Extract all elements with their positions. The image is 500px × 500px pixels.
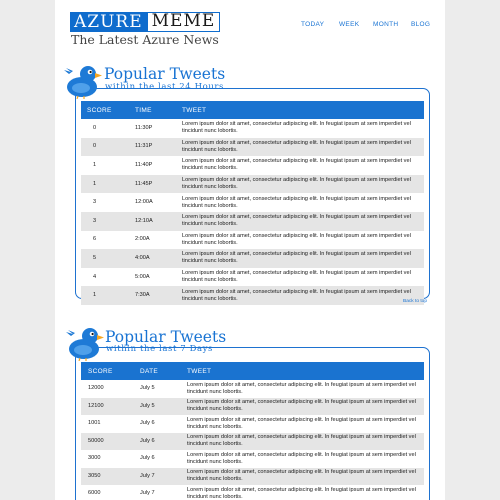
table-row bbox=[81, 485, 424, 500]
cell-tweet: Lorem ipsum dolor sit amet, consectetur adipiscing elit. In feugiat ipsum at sem imperdiet vel tincidunt nunc lobortis. bbox=[187, 486, 416, 500]
cell-score: 12100 bbox=[81, 398, 140, 416]
table-row bbox=[81, 380, 424, 398]
cell-time: 2:00A bbox=[135, 236, 150, 243]
cell-score: 3 bbox=[93, 199, 97, 206]
table-header-row bbox=[81, 362, 424, 380]
table-row bbox=[81, 450, 424, 468]
cell-tweet: Lorem ipsum dolor sit amet, consectetur adipiscing elit. In feugiat ipsum at sem imperdiet vel tincidunt nunc lobortis. bbox=[182, 158, 411, 172]
cell-time: July 5 bbox=[140, 398, 187, 416]
cell-score: 3 bbox=[81, 212, 135, 231]
cell-tweet: Lorem ipsum dolor sit amet, consectetur adipiscing elit. In feugiat ipsum at sem imperdiet vel tincidunt nunc lobortis. bbox=[182, 232, 411, 246]
cell-score: 6000 bbox=[88, 490, 101, 497]
logo-azure: AZURE bbox=[70, 12, 147, 32]
site-tagline: The Latest Azure News bbox=[71, 32, 219, 47]
cell-score: 3050 bbox=[81, 468, 140, 486]
cell-tweet: Lorem ipsum dolor sit amet, consectetur adipiscing elit. In feugiat ipsum at sem imperdiet vel tincidunt nunc lobortis. bbox=[182, 286, 424, 305]
cell-time: 11:40P bbox=[135, 161, 153, 168]
cell-score: 0 bbox=[81, 138, 135, 157]
cell-time: July 7 bbox=[140, 468, 187, 486]
section2-table bbox=[81, 362, 424, 500]
table-row bbox=[81, 156, 424, 175]
table-row bbox=[81, 433, 424, 451]
cell-score: 4 bbox=[93, 273, 97, 280]
cell-tweet: Lorem ipsum dolor sit amet, consectetur adipiscing elit. In feugiat ipsum at sem imperdiet vel tincidunt nunc lobortis. bbox=[182, 121, 411, 135]
cell-tweet: Lorem ipsum dolor sit amet, consectetur adipiscing elit. In feugiat ipsum at sem imperdiet vel tincidunt nunc lobortis. bbox=[182, 195, 411, 209]
cell-score: 50000 bbox=[81, 433, 140, 451]
col-tweet[interactable]: TWEET bbox=[187, 362, 424, 380]
bird-icon bbox=[62, 61, 102, 99]
cell-time: July 6 bbox=[140, 455, 155, 462]
cell-tweet: Lorem ipsum dolor sit amet, consectetur adipiscing elit. In feugiat ipsum at sem imperdiet vel tincidunt nunc lobortis. bbox=[187, 433, 424, 451]
col-time[interactable]: TIME bbox=[135, 101, 182, 119]
table-row bbox=[81, 231, 424, 250]
cell-tweet: Lorem ipsum dolor sit amet, consectetur adipiscing elit. In feugiat ipsum at sem imperdiet vel tincidunt nunc lobortis. bbox=[187, 416, 416, 430]
table-row bbox=[81, 212, 424, 231]
back-to-top-link[interactable]: Back to top bbox=[403, 299, 427, 304]
nav-today[interactable]: TODAY bbox=[301, 21, 325, 28]
nav-blog[interactable]: BLOG bbox=[411, 21, 431, 28]
col-tweet[interactable]: TWEET bbox=[182, 101, 424, 119]
cell-time: 12:10A bbox=[135, 212, 182, 231]
cell-score: 5 bbox=[81, 249, 135, 268]
table-row bbox=[81, 175, 424, 194]
cell-score: 1001 bbox=[88, 420, 101, 427]
table-row bbox=[81, 249, 424, 268]
section1-table bbox=[81, 101, 424, 305]
table-row bbox=[81, 398, 424, 416]
cell-score: 1 bbox=[93, 161, 97, 168]
table-header-row bbox=[81, 101, 424, 119]
cell-score: 6 bbox=[93, 236, 97, 243]
nav-week[interactable]: WEEK bbox=[339, 21, 360, 28]
col-score[interactable]: SCORE bbox=[81, 362, 140, 380]
cell-tweet: Lorem ipsum dolor sit amet, consectetur adipiscing elit. In feugiat ipsum at sem imperdiet vel tincidunt nunc lobortis. bbox=[182, 175, 424, 194]
cell-time: 4:00A bbox=[135, 249, 182, 268]
cell-time: 11:31P bbox=[135, 138, 182, 157]
cell-score: 12000 bbox=[88, 385, 104, 392]
bird-icon bbox=[64, 323, 104, 361]
cell-tweet: Lorem ipsum dolor sit amet, consectetur adipiscing elit. In feugiat ipsum at sem imperdiet vel tincidunt nunc lobortis. bbox=[187, 381, 416, 395]
cell-time: 11:30P bbox=[135, 124, 153, 131]
cell-score: 3000 bbox=[88, 455, 101, 462]
cell-tweet: Lorem ipsum dolor sit amet, consectetur adipiscing elit. In feugiat ipsum at sem imperdiet vel tincidunt nunc lobortis. bbox=[187, 451, 416, 465]
cell-time: July 5 bbox=[140, 385, 155, 392]
section2-title: Popular Tweets bbox=[105, 328, 227, 346]
cell-time: 5:00A bbox=[135, 273, 150, 280]
cell-score: 0 bbox=[93, 124, 97, 131]
cell-time: July 6 bbox=[140, 433, 187, 451]
cell-tweet: Lorem ipsum dolor sit amet, consectetur adipiscing elit. In feugiat ipsum at sem imperdiet vel tincidunt nunc lobortis. bbox=[187, 468, 424, 486]
table-row bbox=[81, 415, 424, 433]
nav-month[interactable]: MONTH bbox=[373, 21, 399, 28]
cell-tweet: Lorem ipsum dolor sit amet, consectetur adipiscing elit. In feugiat ipsum at sem imperdiet vel tincidunt nunc lobortis. bbox=[182, 249, 424, 268]
table-row bbox=[81, 119, 424, 138]
cell-time: 11:45P bbox=[135, 175, 182, 194]
cell-tweet: Lorem ipsum dolor sit amet, consectetur adipiscing elit. In feugiat ipsum at sem imperdiet vel tincidunt nunc lobortis. bbox=[182, 212, 424, 231]
section2-subtitle: within the last 7 Days bbox=[106, 344, 214, 354]
cell-time: 12:00A bbox=[135, 199, 153, 206]
cell-time: July 6 bbox=[140, 420, 155, 427]
cell-tweet: Lorem ipsum dolor sit amet, consectetur adipiscing elit. In feugiat ipsum at sem imperdiet vel tincidunt nunc lobortis. bbox=[182, 270, 411, 284]
cell-score: 1 bbox=[81, 286, 135, 305]
main-nav bbox=[0, 21, 500, 33]
col-date[interactable]: DATE bbox=[140, 362, 187, 380]
cell-tweet: Lorem ipsum dolor sit amet, consectetur adipiscing elit. In feugiat ipsum at sem imperdiet vel tincidunt nunc lobortis. bbox=[182, 138, 424, 157]
section1-subtitle: within the last 24 Hours bbox=[105, 82, 225, 92]
table-row bbox=[81, 268, 424, 287]
cell-time: 7:30A bbox=[135, 286, 182, 305]
table-row bbox=[81, 468, 424, 486]
logo-meme: MEME bbox=[147, 12, 221, 32]
table-row bbox=[81, 193, 424, 212]
cell-time: July 7 bbox=[140, 490, 155, 497]
cell-tweet: Lorem ipsum dolor sit amet, consectetur adipiscing elit. In feugiat ipsum at sem imperdiet vel tincidunt nunc lobortis. bbox=[187, 398, 424, 416]
section1-title: Popular Tweets bbox=[104, 65, 226, 83]
table-row bbox=[81, 286, 424, 305]
col-score[interactable]: SCORE bbox=[81, 101, 135, 119]
cell-score: 1 bbox=[81, 175, 135, 194]
table-row bbox=[81, 138, 424, 157]
